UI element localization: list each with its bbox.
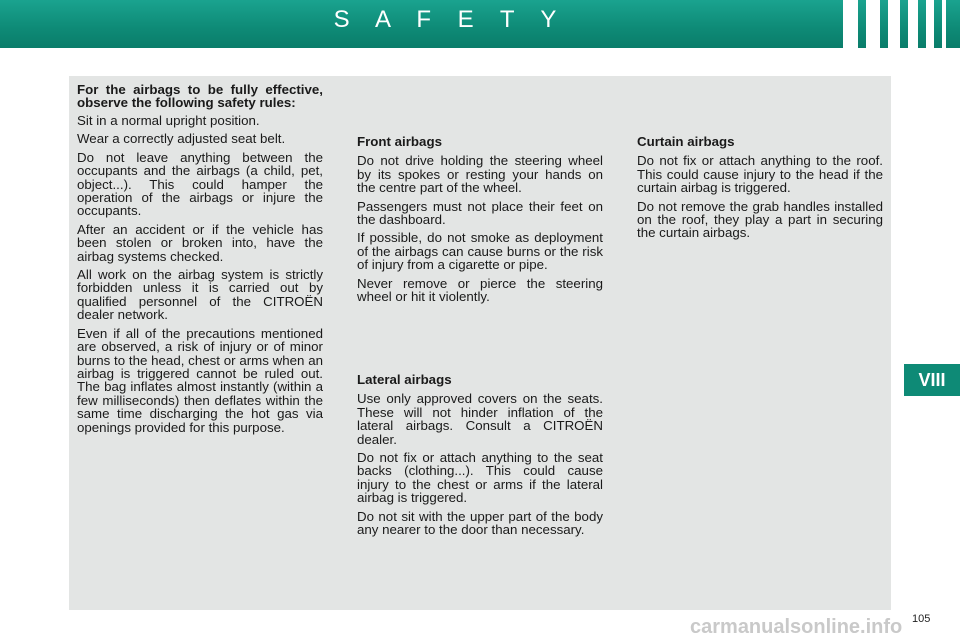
header-stripe: [942, 0, 946, 48]
header-stripe: [866, 0, 880, 48]
lateral-airbags-heading: Lateral airbags: [357, 372, 452, 387]
header-stripe: [843, 0, 858, 48]
rule-paragraph: Do not leave anything between the occupants and the airbags (a child, pet, object...). This could hamper the operation of the airbags or injure the occupants.: [77, 149, 323, 219]
lateral-airbags-paragraph: Do not fix or attach anything to the seat backs (clothing...). This could cause injury to the chest or arms if the lateral airbag is triggered.: [357, 450, 603, 506]
rule-paragraph: Sit in a normal upright position.: [77, 113, 260, 128]
watermark: carmanualsonline.info: [690, 616, 903, 638]
curtain-airbags-paragraph: Do not remove the grab handles installed on the roof, they play a part in securing the curtain airbags.: [637, 198, 883, 241]
header-stripe: [888, 0, 900, 48]
page-number: 105: [912, 613, 931, 625]
column-general-rules: [77, 76, 323, 439]
content-panel: [69, 76, 891, 610]
front-airbags-paragraph: Never remove or pierce the steering wheel or hit it violently.: [357, 275, 603, 305]
rule-paragraph: All work on the airbag system is strictly forbidden unless it is carried out by qualified personnel of the CITROËN dealer network.: [77, 267, 323, 323]
column-curtain: [637, 135, 883, 245]
rule-paragraph: Even if all of the precautions mentioned are observed, a risk of injury or of minor burns to the head, chest or arms when an airbag is triggered cannot be ruled out. The bag inflates almost instantly (within a few milliseconds) then deflates within the same time discharging the hot gas via openings provided for this purpose.: [77, 325, 323, 435]
curtain-airbags-heading: Curtain airbags: [637, 134, 735, 149]
lateral-airbags-paragraph: Do not sit with the upper part of the body any nearer to the door than necessary.: [357, 508, 603, 538]
column-lateral: [357, 373, 603, 541]
section-title: S A F E T Y: [333, 6, 567, 33]
header-stripe: [908, 0, 918, 48]
column-front-lateral: [357, 135, 603, 308]
front-airbags-paragraph: Passengers must not place their feet on the dashboard.: [357, 198, 603, 228]
front-airbags-paragraph: If possible, do not smoke as deployment of the airbags can cause burns or the risk of injury from a cigarette or pipe.: [357, 230, 603, 273]
rule-paragraph: After an accident or if the vehicle has been stolen or broken into, have the airbag systems checked.: [77, 221, 323, 264]
lateral-airbags-paragraph: Use only approved covers on the seats. These will not hinder inflation of the lateral airbags. Consult a CITROËN dealer.: [357, 391, 603, 447]
page-header: [0, 0, 960, 48]
header-stripe: [926, 0, 934, 48]
front-airbags-heading: Front airbags: [357, 134, 442, 149]
curtain-airbags-paragraph: Do not fix or attach anything to the roof. This could cause injury to the head if the curtain airbag is triggered.: [637, 153, 883, 196]
chapter-tab: VIII: [904, 364, 960, 396]
front-airbags-paragraph: Do not drive holding the steering wheel by its spokes or resting your hands on the centre part of the wheel.: [357, 153, 603, 196]
intro-heading: For the airbags to be fully effective, observe the following safety rules:: [77, 82, 323, 110]
rule-paragraph: Wear a correctly adjusted seat belt.: [77, 131, 286, 147]
